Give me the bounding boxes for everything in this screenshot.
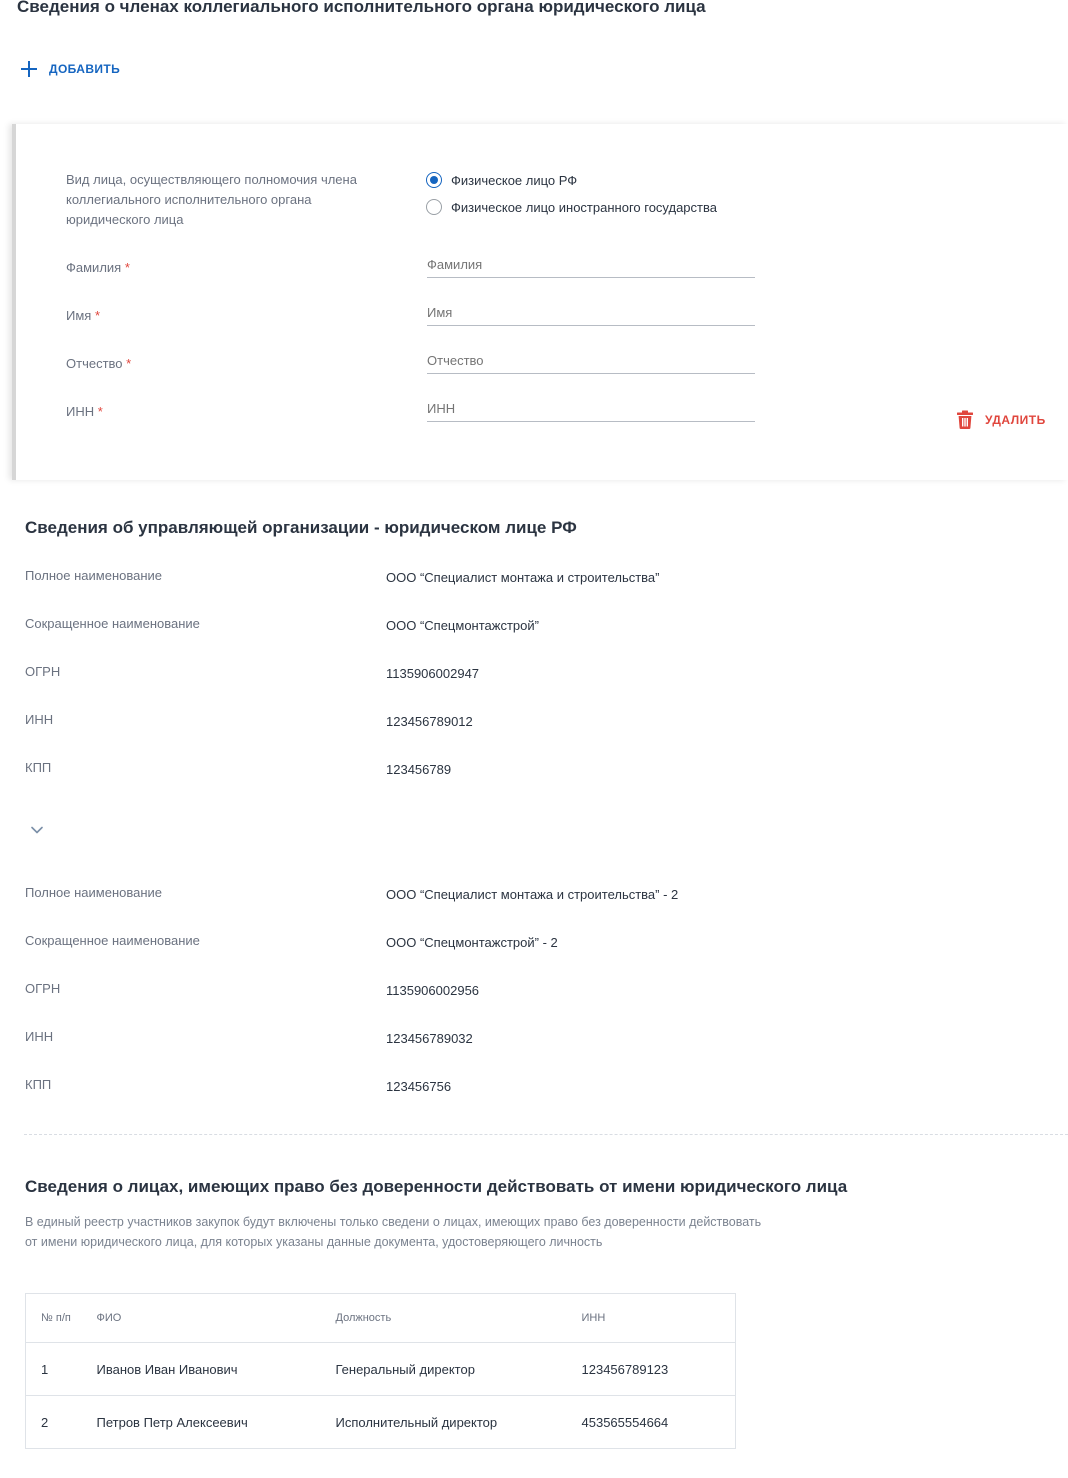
name-input[interactable] bbox=[427, 304, 755, 326]
org1-kpp-value: 123456789 bbox=[386, 762, 452, 777]
section-divider bbox=[24, 1134, 1068, 1135]
persons-note-line: В единый реестр участников закупок будут включены только сведени о лицах, имеющих право без доверенности действовать bbox=[25, 1215, 762, 1229]
surname-input[interactable] bbox=[427, 256, 755, 278]
cell-fio: Иванов Иван Иванович bbox=[97, 1343, 336, 1396]
org1-ogrn-label: ОГРН bbox=[25, 664, 61, 679]
radio-option-foreign-person[interactable] bbox=[426, 199, 717, 215]
persons-table bbox=[25, 1293, 736, 1449]
org1-full-name-value: ООО “Специалист монтажа и строительства” bbox=[386, 570, 660, 585]
person-type-label: Вид лица, осуществляющего полномочия члена коллегиального исполнительного органа юридического лица bbox=[66, 172, 357, 227]
org2-inn-value: 123456789032 bbox=[386, 1031, 473, 1046]
surname-field-label: Фамилия * bbox=[66, 260, 130, 275]
org2-short-name-value: ООО “Спецмонтажстрой” - 2 bbox=[386, 935, 558, 950]
radio-button-checked[interactable] bbox=[426, 172, 442, 188]
org2-short-name-label: Сокращенное наименование bbox=[25, 933, 200, 948]
column-header-fio: ФИО bbox=[97, 1294, 336, 1343]
org2-full-name-value: ООО “Специалист монтажа и строительства” - 2 bbox=[386, 887, 679, 902]
table-header-row bbox=[26, 1294, 736, 1343]
cell-position: Генеральный директор bbox=[336, 1343, 582, 1396]
delete-member-label: УДАЛИТЬ bbox=[985, 412, 1046, 427]
board-section-title: Сведения о членах коллегиального исполнительного органа юридического лица bbox=[17, 0, 706, 16]
cell-fio: Петров Петр Алексеевич bbox=[97, 1396, 336, 1449]
org1-inn-label: ИНН bbox=[25, 712, 54, 727]
management-section-title: Сведения об управляющей организации - юридическом лице РФ bbox=[25, 518, 577, 537]
org1-inn-value: 123456789012 bbox=[386, 714, 473, 729]
column-header-number: № п/п bbox=[26, 1294, 97, 1343]
required-mark: * bbox=[124, 260, 130, 275]
column-header-inn: ИНН bbox=[582, 1294, 736, 1343]
inn-input[interactable] bbox=[427, 400, 755, 422]
trash-icon bbox=[957, 410, 973, 429]
add-member-label: ДОБАВИТЬ bbox=[49, 62, 121, 76]
org1-kpp-label: КПП bbox=[25, 760, 52, 775]
plus-icon bbox=[21, 61, 37, 77]
cell-inn: 123456789123 bbox=[582, 1343, 736, 1396]
org2-kpp-label: КПП bbox=[25, 1077, 52, 1092]
table-row[interactable] bbox=[26, 1396, 736, 1449]
radio-button-unchecked[interactable] bbox=[426, 199, 442, 215]
org1-ogrn-value: 1135906002947 bbox=[386, 666, 480, 681]
org2-inn-label: ИНН bbox=[25, 1029, 54, 1044]
cell-position: Исполнительный директор bbox=[336, 1396, 582, 1449]
required-mark: * bbox=[97, 404, 103, 419]
radio-option-rf-person[interactable] bbox=[426, 172, 577, 188]
org1-short-name-value: ООО “Спецмонтажстрой” bbox=[386, 618, 539, 633]
persons-section-title: Сведения о лицах, имеющих право без доверенности действовать от имени юридического лица bbox=[25, 1177, 848, 1196]
delete-member-button[interactable] bbox=[957, 410, 1046, 429]
org2-ogrn-label: ОГРН bbox=[25, 981, 61, 996]
org1-short-name-label: Сокращенное наименование bbox=[25, 616, 200, 631]
radio-option-label: Физическое лицо РФ bbox=[451, 172, 578, 188]
org2-kpp-value: 123456756 bbox=[386, 1079, 452, 1094]
name-field-label: Имя * bbox=[66, 308, 101, 323]
column-header-position: Должность bbox=[336, 1294, 582, 1343]
patronymic-input[interactable] bbox=[427, 352, 755, 374]
persons-note-line: от имени юридического лица, для которых указаны данные документа, удостоверяющего личность bbox=[25, 1235, 603, 1249]
org2-ogrn-value: 1135906002956 bbox=[386, 983, 480, 998]
cell-number: 1 bbox=[26, 1343, 97, 1396]
required-mark: * bbox=[94, 308, 101, 323]
add-member-button[interactable] bbox=[21, 61, 120, 77]
persons-note bbox=[25, 1212, 825, 1252]
radio-option-label: Физическое лицо иностранного государства bbox=[451, 199, 717, 215]
required-mark: * bbox=[126, 356, 132, 371]
inn-field-label: ИНН * bbox=[66, 404, 103, 419]
patronymic-field-label: Отчество * bbox=[66, 356, 132, 371]
cell-inn: 453565554664 bbox=[582, 1396, 736, 1449]
cell-number: 2 bbox=[26, 1396, 97, 1449]
org1-full-name-label: Полное наименование bbox=[25, 568, 163, 583]
org2-full-name-label: Полное наименование bbox=[25, 885, 163, 900]
table-row[interactable] bbox=[26, 1343, 736, 1396]
chevron-down-icon[interactable] bbox=[31, 826, 43, 834]
